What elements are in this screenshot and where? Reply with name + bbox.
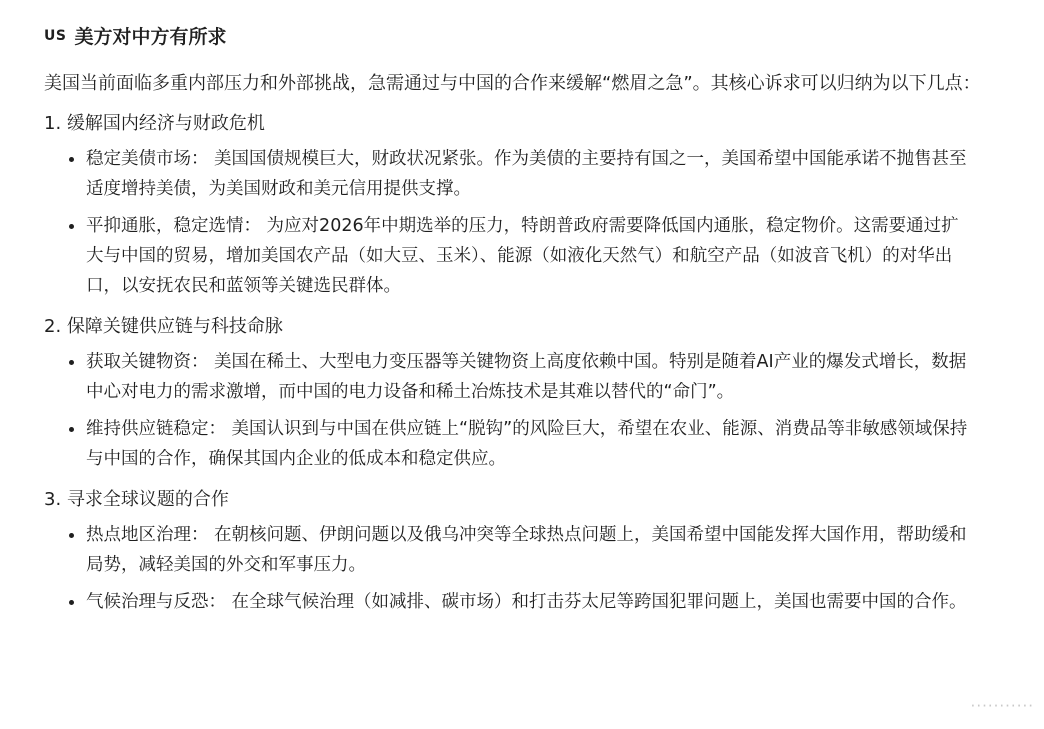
bullet-icon (69, 600, 74, 605)
bullet-icon (69, 427, 74, 432)
bullet-icon (69, 533, 74, 538)
list-item-text: 稳定美债市场： 美国国债规模巨大，财政状况紧张。作为美债的主要持有国之一，美国希望中国能承诺不抛售甚至适度增持美债，为美国财政和美元信用提供支撑。 (86, 149, 967, 199)
intro-paragraph: 美国当前面临多重内部压力和外部挑战，急需通过与中国的合作来缓解“燃眉之急”。其核心诉求可以归纳为以下几点： (44, 73, 981, 94)
bullet-icon (69, 360, 74, 365)
bullet-list (44, 347, 1004, 474)
bullet-list (44, 520, 1004, 617)
heading-title: 美方对中方有所求 (74, 25, 227, 48)
document-heading (44, 18, 1004, 52)
list-item-text: 维持供应链稳定： 美国认识到与中国在供应链上“脱钩”的风险巨大，希望在农业、能源、消费品等非敏感领域保持与中国的合作，确保其国内企业的低成本和稳定供应。 (86, 419, 968, 469)
section-2 (44, 313, 1004, 474)
list-item-text: 热点地区治理： 在朝核问题、伊朗问题以及俄乌冲突等全球热点问题上，美国希望中国能发挥大国作用，帮助缓和局势，减轻美国的外交和军事压力。 (86, 525, 967, 575)
list-item-text: 获取关键物资： 美国在稀土、大型电力变压器等关键物资上高度依赖中国。特别是随着AI产业的爆发式增长，数据中心对电力的需求激增，而中国的电力设备和稀土冶炼技术是其难以替代的“命门”。 (86, 352, 967, 402)
list-item (44, 347, 976, 407)
bullet-list (44, 144, 1004, 301)
list-item-text: 气候治理与反恐： 在全球气候治理（如减排、碳市场）和打击芬太尼等跨国犯罪问题上，美国也需要中国的合作。 (86, 592, 967, 612)
list-item (44, 520, 976, 580)
watermark-icon: ··········· (970, 697, 1034, 715)
us-flag-label: US (44, 28, 67, 44)
list-item (44, 587, 976, 617)
bullet-icon (69, 224, 74, 229)
section-title: 3. 寻求全球议题的合作 (44, 489, 229, 510)
section-title: 1. 缓解国内经济与财政危机 (44, 113, 265, 134)
section-1 (44, 110, 1004, 301)
list-item-text: 平抑通胀，稳定选情： 为应对2026年中期选举的压力，特朗普政府需要降低国内通胀，稳定物价。这需要通过扩大与中国的贸易，增加美国农产品（如大豆、玉米）、能源（如液化天然气）和航空产品（如波音飞机）的对华出口，以安抚农民和蓝领等关键选民群体。 (86, 216, 959, 296)
section-3 (44, 486, 1004, 617)
document (44, 18, 1004, 624)
section-title: 2. 保障关键供应链与科技命脉 (44, 316, 283, 337)
bullet-icon (69, 157, 74, 162)
list-item (44, 211, 976, 301)
list-item (44, 144, 976, 204)
list-item (44, 414, 976, 474)
